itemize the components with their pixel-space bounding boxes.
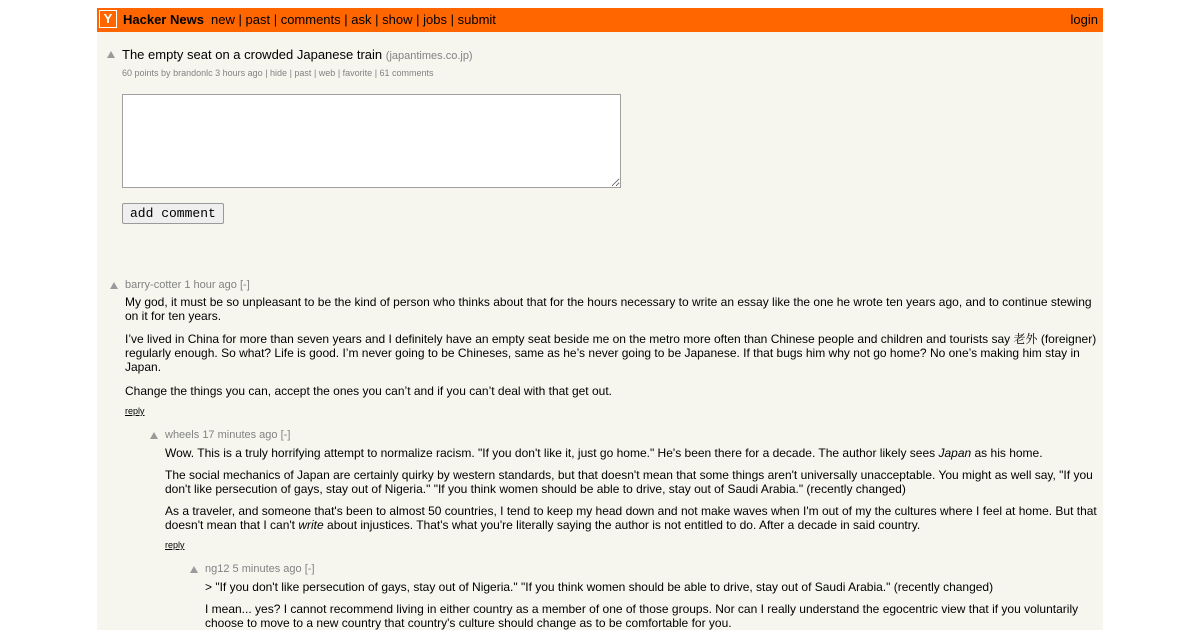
text-run: Wow. This is a truly horrifying attempt to normalize racism. "If you don't like it, just go home." He's been there for a decade. The author likely sees xyxy=(165,446,939,460)
comment-age-link[interactable]: 1 hour ago xyxy=(184,279,237,291)
text-run: as his home. xyxy=(971,446,1043,460)
nav-ask-link[interactable]: ask xyxy=(351,12,372,27)
y-logo-icon[interactable]: Y xyxy=(99,10,117,28)
emphasis: write xyxy=(298,518,324,532)
comment-toggle[interactable]: [-] xyxy=(304,563,315,575)
text-run: As a traveler, and someone that's been to almost 50 countries, I tend to keep my head down and not make waves when I'm out of my the cultures where I feel at home. But that doesn't mean that I can't xyxy=(165,504,1097,532)
subtext-separator: | xyxy=(337,68,343,78)
story-past-link[interactable]: past xyxy=(294,68,312,78)
story-upvote-icon[interactable] xyxy=(107,51,115,58)
comment-toggle[interactable]: [-] xyxy=(280,429,291,441)
story-subtext xyxy=(122,68,434,78)
nav-separator: | xyxy=(450,12,458,27)
nav-separator: | xyxy=(375,12,383,27)
story-by-label: by xyxy=(161,68,171,78)
story-site-link[interactable]: (japantimes.co.jp) xyxy=(385,50,473,62)
nav-separator: | xyxy=(416,12,424,27)
nav-new-link[interactable]: new xyxy=(211,12,235,27)
story-comments-link[interactable]: 61 comments xyxy=(379,68,434,78)
nav-separator: | xyxy=(238,12,246,27)
comment-paragraph xyxy=(165,504,1097,532)
comment-age-link[interactable]: 17 minutes ago xyxy=(202,429,278,441)
reply-link[interactable]: reply xyxy=(165,540,185,550)
subtext-separator: | xyxy=(374,68,380,78)
nav-separator: | xyxy=(344,12,352,27)
comment-age-link[interactable]: 5 minutes ago xyxy=(232,563,302,575)
emphasis: Japan xyxy=(938,446,972,460)
comment-paragraph: > "If you don't like persecution of gays, stay out of Nigeria." "If you think women should be able to drive, stay out of Saudi Arabia." (recently changed) xyxy=(205,580,994,594)
comment-header xyxy=(205,563,315,575)
comment-text xyxy=(165,446,1043,460)
story-favorite-link[interactable]: favorite xyxy=(342,68,373,78)
comment-text xyxy=(165,504,1097,532)
comment-text xyxy=(125,332,1097,374)
story-hide-link[interactable]: hide xyxy=(270,68,288,78)
story-age-link[interactable]: 3 hours ago xyxy=(215,68,263,78)
comment-header xyxy=(165,429,290,441)
comment-paragraph: I’ve lived in China for more than seven years and I definitely have an empty seat beside me on the metro more often than Chinese people and children and tourists say 老外 (foreigner) regularly enough. So what? Life is good. I’m never going to be Chineses, same as he’s never going to be Japanese. If that bugs him why not go home? No one’s making him stay in Japan. xyxy=(125,332,1097,374)
comment-text xyxy=(125,295,1097,323)
comment-toggle[interactable]: [-] xyxy=(239,279,250,291)
nav-links xyxy=(211,12,496,27)
site-name-link[interactable]: Hacker News xyxy=(123,12,204,27)
comment-user-link[interactable]: ng12 xyxy=(205,563,230,575)
comment-upvote-icon[interactable] xyxy=(110,282,118,289)
subtext-separator: | xyxy=(265,68,271,78)
add-comment-button[interactable]: add comment xyxy=(122,203,224,224)
story-web-link[interactable]: web xyxy=(318,68,336,78)
nav-submit-link[interactable]: submit xyxy=(457,12,496,27)
reply-link[interactable]: reply xyxy=(125,406,145,416)
comment-paragraph: Change the things you can, accept the ones you can’t and if you can’t deal with that get out. xyxy=(125,384,612,398)
comment-paragraph: My god, it must be so unpleasant to be the kind of person who thinks about that for the hours necessary to write an essay like the one he wrote ten years ago, and to continue stewing on it for ten years. xyxy=(125,295,1092,323)
story-title-link[interactable]: The empty seat on a crowded Japanese train xyxy=(122,47,383,62)
comment-paragraph: The social mechanics of Japan are certainly quirky by western standards, but that doesn't mean that some things aren't universally unacceptable. You might as well say, "If you don't like persecution of gays, stay out of Nigeria." "If you think women should be able to drive, stay out of Saudi Arabia." (recently changed) xyxy=(165,468,1093,496)
top-navbar xyxy=(97,8,1103,32)
comment-text xyxy=(165,468,1097,496)
story-user-link[interactable]: brandonlc xyxy=(173,68,213,78)
comment-textarea[interactable] xyxy=(122,94,621,188)
comment-paragraph xyxy=(165,446,1043,460)
story-points: 60 points xyxy=(122,68,159,78)
comment-paragraph: I mean... yes? I cannot recommend living in either country as a member of one of those groups. Nor can I really understand the egocentric view that if you voluntarily choose to move to a new country that country's culture should change as to be comfortable for you. xyxy=(205,602,1079,630)
nav-show-link[interactable]: show xyxy=(382,12,413,27)
comment-upvote-icon[interactable] xyxy=(190,566,198,573)
comment-user-link[interactable]: barry-cotter xyxy=(125,279,182,291)
login-link[interactable]: login xyxy=(1070,12,1098,27)
nav-separator: | xyxy=(273,12,281,27)
comment-user-link[interactable]: wheels xyxy=(165,429,200,441)
comment-header xyxy=(125,279,250,291)
comment-text xyxy=(125,384,612,398)
comment-upvote-icon[interactable] xyxy=(150,432,158,439)
story-title-row xyxy=(122,47,473,62)
nav-past-link[interactable]: past xyxy=(245,12,271,27)
subtext-separator: | xyxy=(289,68,295,78)
text-run: about injustices. That's what you're literally saying the author is not entitled to do. After a decade in said country. xyxy=(323,518,921,532)
nav-comments-link[interactable]: comments xyxy=(280,12,341,27)
comment-text xyxy=(205,580,993,594)
comment-text xyxy=(205,602,1097,630)
nav-jobs-link[interactable]: jobs xyxy=(423,12,447,27)
subtext-separator: | xyxy=(313,68,319,78)
hn-container xyxy=(97,8,1103,630)
